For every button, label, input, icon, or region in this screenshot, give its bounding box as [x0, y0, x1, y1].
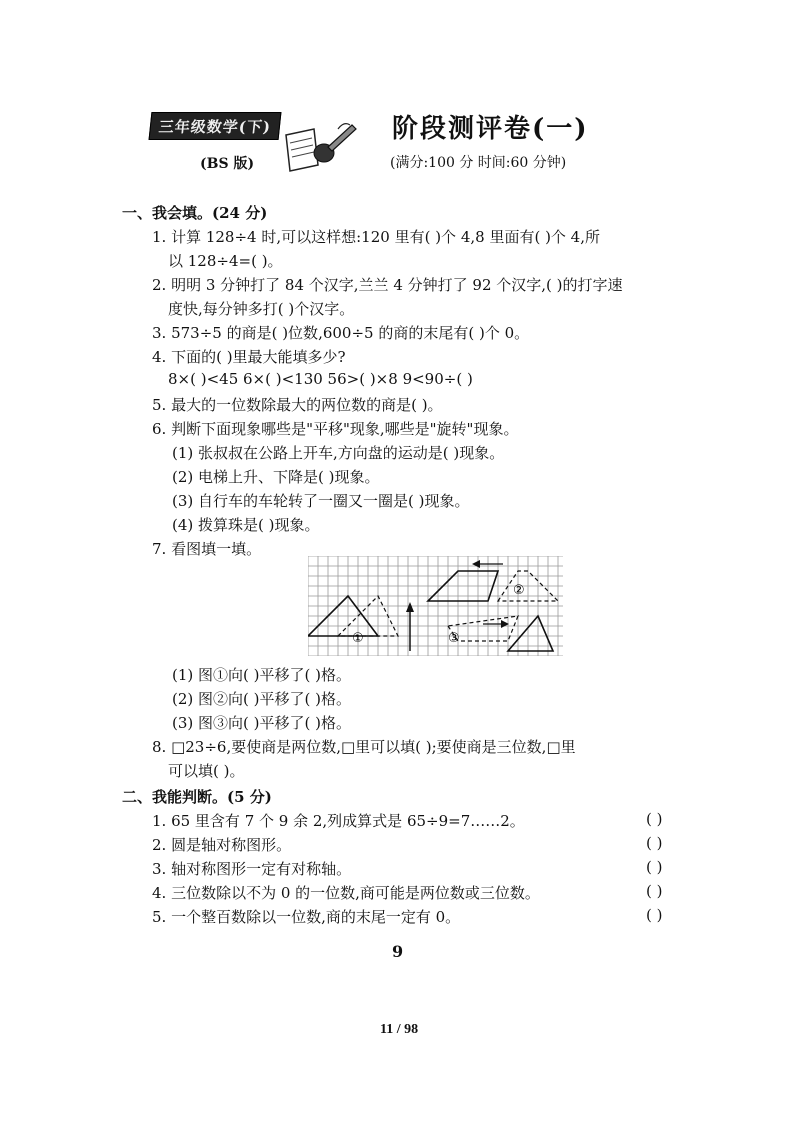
question-line: 8×( )<45 6×( )<130 56>( )×8 9<90÷( )	[168, 370, 473, 388]
question-line: 2. 明明 3 分钟打了 84 个汉字,兰兰 4 分钟打了 92 个汉字,( )的打字速	[152, 276, 623, 294]
question-line: (1) 张叔叔在公路上开车,方向盘的运动是( )现象。	[172, 444, 505, 462]
judge-item: 1. 65 里含有 7 个 9 余 2,列成算式是 65÷9=7……2。	[152, 812, 525, 830]
translation-grid-figure	[308, 556, 563, 656]
edition-label: (BS 版)	[200, 156, 255, 172]
page-number: 9	[392, 942, 404, 961]
judge-item: 4. 三位数除以不为 0 的一位数,商可能是两位数或三位数。	[152, 884, 540, 902]
page-count: 11 / 98	[380, 1022, 419, 1037]
question-line: 7. 看图填一填。	[152, 540, 262, 558]
question-line: 4. 下面的( )里最大能填多少?	[152, 348, 346, 366]
question-line: 以 128÷4=( )。	[168, 252, 283, 270]
question-line: (4) 拨算珠是( )现象。	[172, 516, 320, 534]
question-line: (2) 电梯上升、下降是( )现象。	[172, 468, 380, 486]
judge-item: 2. 圆是轴对称图形。	[152, 836, 292, 854]
answer-paren[interactable]: ( )	[646, 882, 663, 900]
judge-item: 3. 轴对称图形一定有对称轴。	[152, 860, 352, 878]
grade-badge: 三年级数学(下)	[149, 112, 282, 140]
figure-label-2: ②	[513, 583, 525, 598]
answer-paren[interactable]: ( )	[646, 906, 663, 924]
page-title: 阶段测评卷(一)	[392, 114, 589, 144]
question-line: 可以填( )。	[168, 762, 245, 780]
section-heading-fill: 一、我会填。(24 分)	[122, 204, 268, 222]
question-line: 度快,每分钟多打( )个汉字。	[168, 300, 355, 318]
question-line: 5. 最大的一位数除最大的两位数的商是( )。	[152, 396, 443, 414]
answer-paren[interactable]: ( )	[646, 834, 663, 852]
answer-paren[interactable]: ( )	[646, 810, 663, 828]
book-pen-icon	[280, 115, 360, 179]
question-line: (3) 图③向( )平移了( )格。	[172, 714, 351, 732]
section-heading-judge: 二、我能判断。(5 分)	[122, 788, 272, 806]
question-line: 8. □23÷6,要使商是两位数,□里可以填( );要使商是三位数,□里	[152, 738, 576, 756]
answer-paren[interactable]: ( )	[646, 858, 663, 876]
figure-label-3: ③	[448, 631, 460, 646]
figure-label-1: ①	[352, 631, 364, 646]
question-line: (1) 图①向( )平移了( )格。	[172, 666, 351, 684]
question-line: (2) 图②向( )平移了( )格。	[172, 690, 351, 708]
question-line: 6. 判断下面现象哪些是"平移"现象,哪些是"旋转"现象。	[152, 420, 519, 438]
question-line: 1. 计算 128÷4 时,可以这样想:120 里有( )个 4,8 里面有( )个 4,所	[152, 228, 600, 246]
question-line: 3. 573÷5 的商是( )位数,600÷5 的商的末尾有( )个 0。	[152, 324, 530, 342]
judge-item: 5. 一个整百数除以一位数,商的末尾一定有 0。	[152, 908, 461, 926]
question-line: (3) 自行车的车轮转了一圈又一圈是( )现象。	[172, 492, 470, 510]
score-time-info: (满分:100 分 时间:60 分钟)	[390, 155, 567, 171]
